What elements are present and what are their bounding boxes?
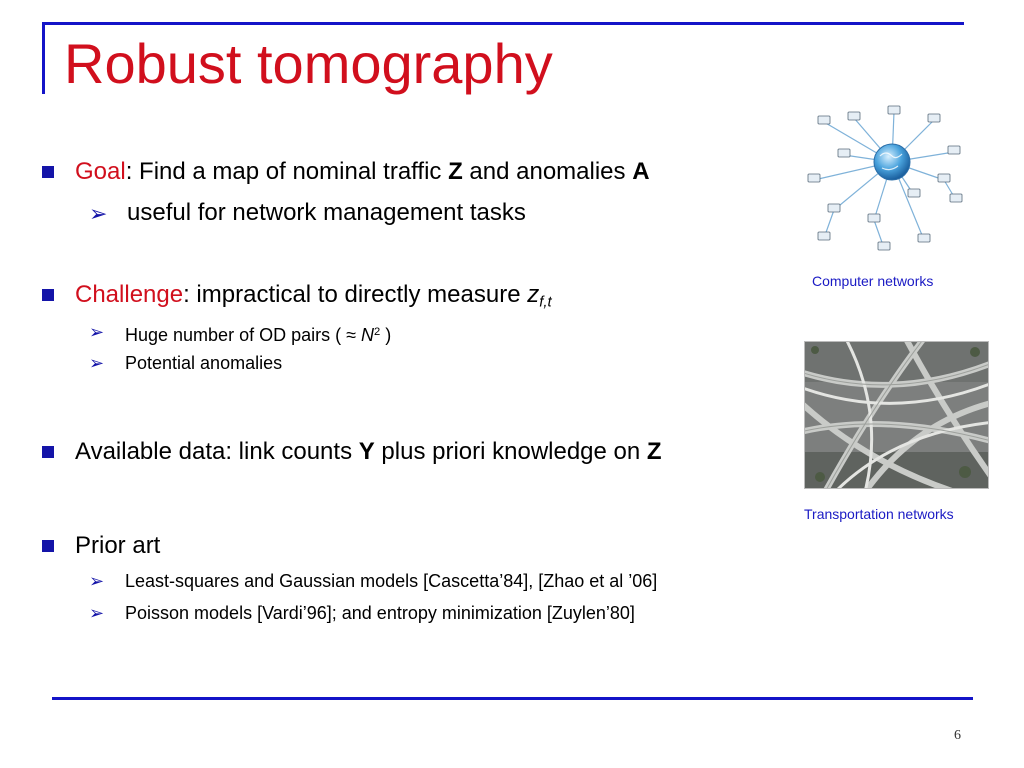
network-figure-caption: Computer networks (812, 273, 934, 289)
arrow-bullet-icon: ➢ (89, 353, 105, 373)
od-pairs-text-b: ) (380, 325, 392, 346)
challenge-label: Challenge (75, 281, 184, 308)
goal-text-b: and anomalies (462, 158, 633, 185)
bullet-available-text (75, 438, 662, 466)
od-pairs-n: N (355, 325, 374, 346)
goal-z: Z (448, 158, 463, 185)
goal-label: Goal (75, 158, 126, 185)
square-bullet-icon (42, 540, 54, 552)
title-frame-top-rule (42, 22, 964, 25)
goal-a: A (632, 158, 650, 185)
title-frame-left-rule (42, 22, 45, 94)
arrow-bullet-icon: ➢ (89, 603, 105, 623)
bullet-challenge-text (75, 281, 552, 316)
arrow-bullet-icon: ➢ (89, 571, 105, 591)
square-bullet-icon (42, 446, 54, 458)
challenge-text: : impractical to directly measure (183, 281, 528, 308)
subbullet-challenge-2-text: Potential anomalies (125, 353, 283, 373)
arrow-bullet-icon: ➢ (89, 201, 108, 226)
challenge-var: z (527, 281, 540, 308)
od-pairs-exponent: 2 (373, 326, 381, 338)
available-y: Y (358, 438, 375, 465)
od-pairs-text-a: Huge number of OD pairs ( (125, 325, 347, 346)
challenge-var-sub: f,t (539, 294, 552, 311)
page-number: 6 (954, 728, 961, 743)
globe-network-icon (794, 100, 964, 260)
available-text-b: plus priori knowledge on (374, 438, 647, 465)
square-bullet-icon (42, 166, 54, 178)
highway-interchange-photo (804, 341, 989, 489)
available-z: Z (646, 438, 662, 465)
footer-rule (52, 697, 973, 700)
square-bullet-icon (42, 289, 54, 301)
subbullet-prior-art-1-text: Least-squares and Gaussian models [Cascetta’84], [Zhao et al ’06] (125, 571, 658, 591)
approx-symbol: ≈ (346, 325, 356, 346)
goal-text-a: : Find a map of nominal traffic (125, 158, 449, 185)
arrow-bullet-icon: ➢ (89, 322, 105, 342)
subbullet-goal-1-text: useful for network management tasks (127, 199, 526, 226)
bullet-goal-text (75, 158, 650, 186)
subbullet-prior-art-2-text: Poisson models [Vardi’96]; and entropy minimization [Zuylen’80] (125, 603, 635, 623)
road-figure-caption: Transportation networks (804, 506, 954, 522)
slide-title: Robust tomography (64, 32, 553, 95)
prior-art-label: Prior art (75, 532, 161, 559)
available-text-a: Available data: link counts (75, 438, 359, 465)
subbullet-challenge-1-text (125, 321, 391, 346)
